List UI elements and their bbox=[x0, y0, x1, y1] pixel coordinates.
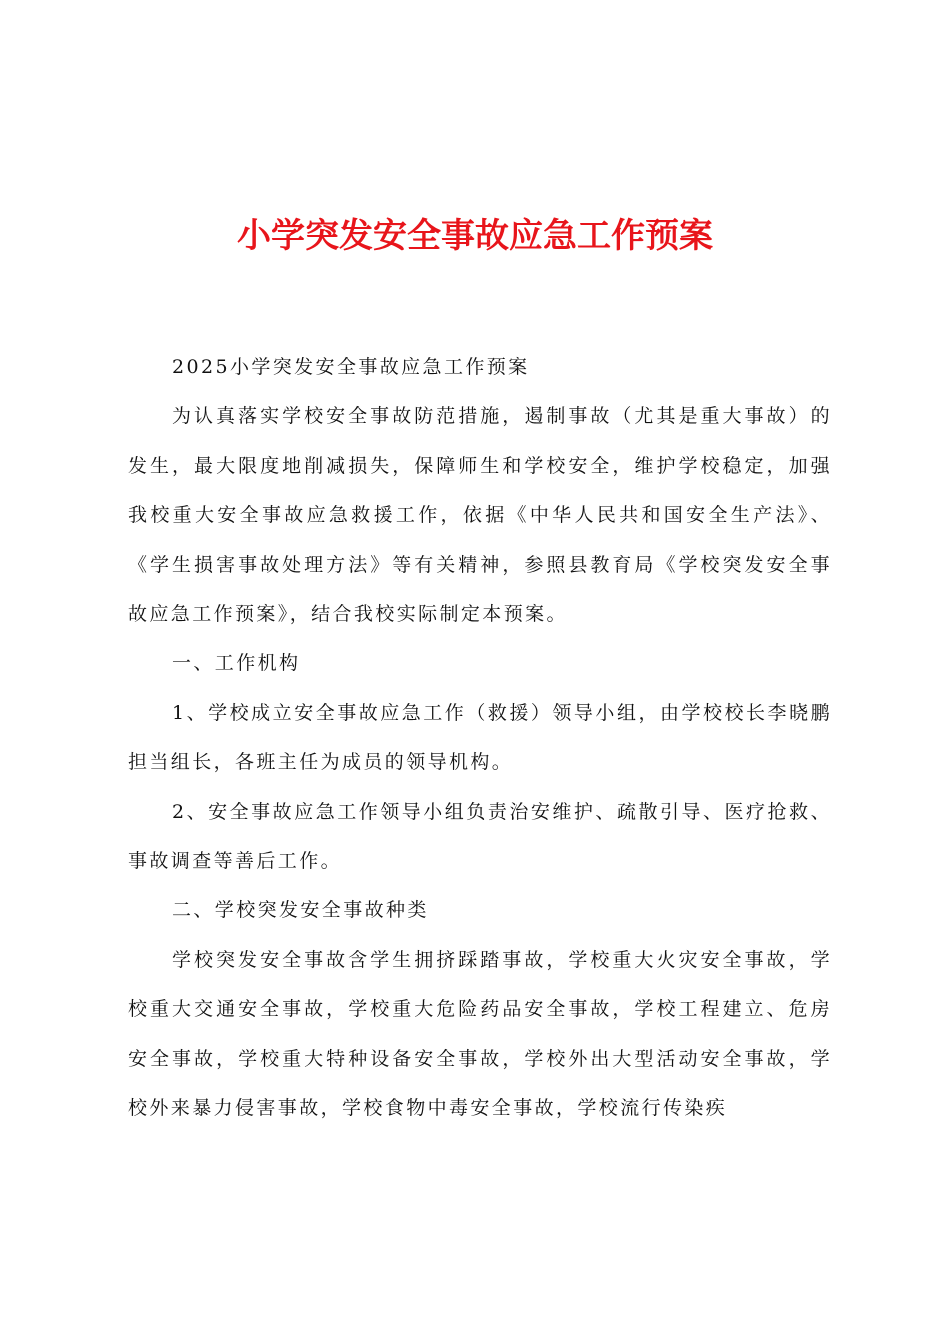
organization-item-2: 2、安全事故应急工作领导小组负责治安维护、疏散引导、医疗抢救、事故调查等善后工作。 bbox=[128, 800, 832, 873]
document-title: 小学突发安全事故应急工作预案 bbox=[237, 216, 713, 256]
section-heading-organization: 一、工作机构 bbox=[172, 652, 301, 675]
subtitle-paragraph: 2025小学突发安全事故应急工作预案 bbox=[172, 356, 530, 378]
accident-types-paragraph: 学校突发安全事故含学生拥挤踩踏事故，学校重大火灾安全事故，学校重大交通安全事故，学校重大危险药品安全事故，学校工程建立、危房安全事故，学校重大特种设备安全事故，学校外出大型活动安全事故，学校外来暴力侵害事故，学校食物中毒安全事故，学校流行传染疾 bbox=[128, 948, 832, 1120]
document-body bbox=[128, 343, 832, 1134]
section-heading-accident-types: 二、学校突发安全事故种类 bbox=[172, 899, 429, 922]
organization-item-1: 1、学校成立安全事故应急工作（救援）领导小组，由学校校长李晓鹏担当组长，各班主任为成员的领导机构。 bbox=[128, 701, 832, 774]
intro-paragraph: 为认真落实学校安全事故防范措施，遏制事故（尤其是重大事故）的发生，最大限度地削减损失，保障师生和学校安全，维护学校稳定，加强我校重大安全事故应急救援工作，依据《中华人民共和国安全生产法》、《学生损害事故处理方法》等有关精神，参照县教育局《学校突发安全事故应急工作预案》，结合我校实际制定本预案。 bbox=[128, 405, 832, 626]
